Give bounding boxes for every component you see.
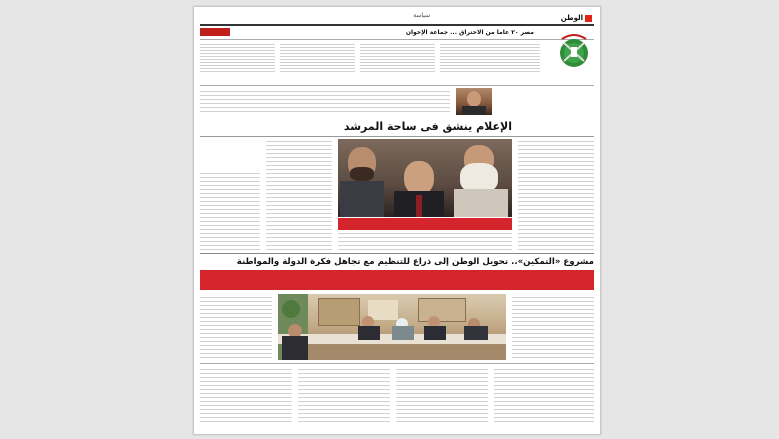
red-subhead-text (203, 272, 591, 288)
main-photo (338, 139, 512, 217)
portrait-photo (456, 88, 492, 115)
masthead-divider (200, 24, 594, 26)
top-headline: مصر ٢٠ عاماً من الاختراق ... جماعة الإخوان (405, 29, 534, 36)
brotherhood-emblem-icon (554, 29, 594, 71)
newspaper-name: الوطن (560, 14, 583, 22)
red-subhead-box (200, 270, 594, 290)
main-headline: الإعلام ينشق فى ساحة المرشد (343, 120, 512, 133)
section-title: سياسة (413, 12, 430, 19)
newspaper-page (193, 6, 601, 435)
top-badge (200, 28, 230, 36)
divider-4 (200, 253, 594, 254)
secondary-headline: مشروع «التمكين».. تحويل الوطن إلى ذراع للتنظيم مع تجاهل فكرة الدولة والمواطنة (236, 257, 594, 267)
meeting-photo (278, 294, 506, 360)
newspaper-logo (556, 11, 592, 25)
divider-2 (200, 85, 594, 86)
top-divider (200, 39, 594, 40)
photo-caption (338, 218, 512, 230)
divider-5 (200, 363, 594, 364)
newspaper-logo-icon (585, 15, 592, 22)
divider-3 (200, 136, 594, 137)
